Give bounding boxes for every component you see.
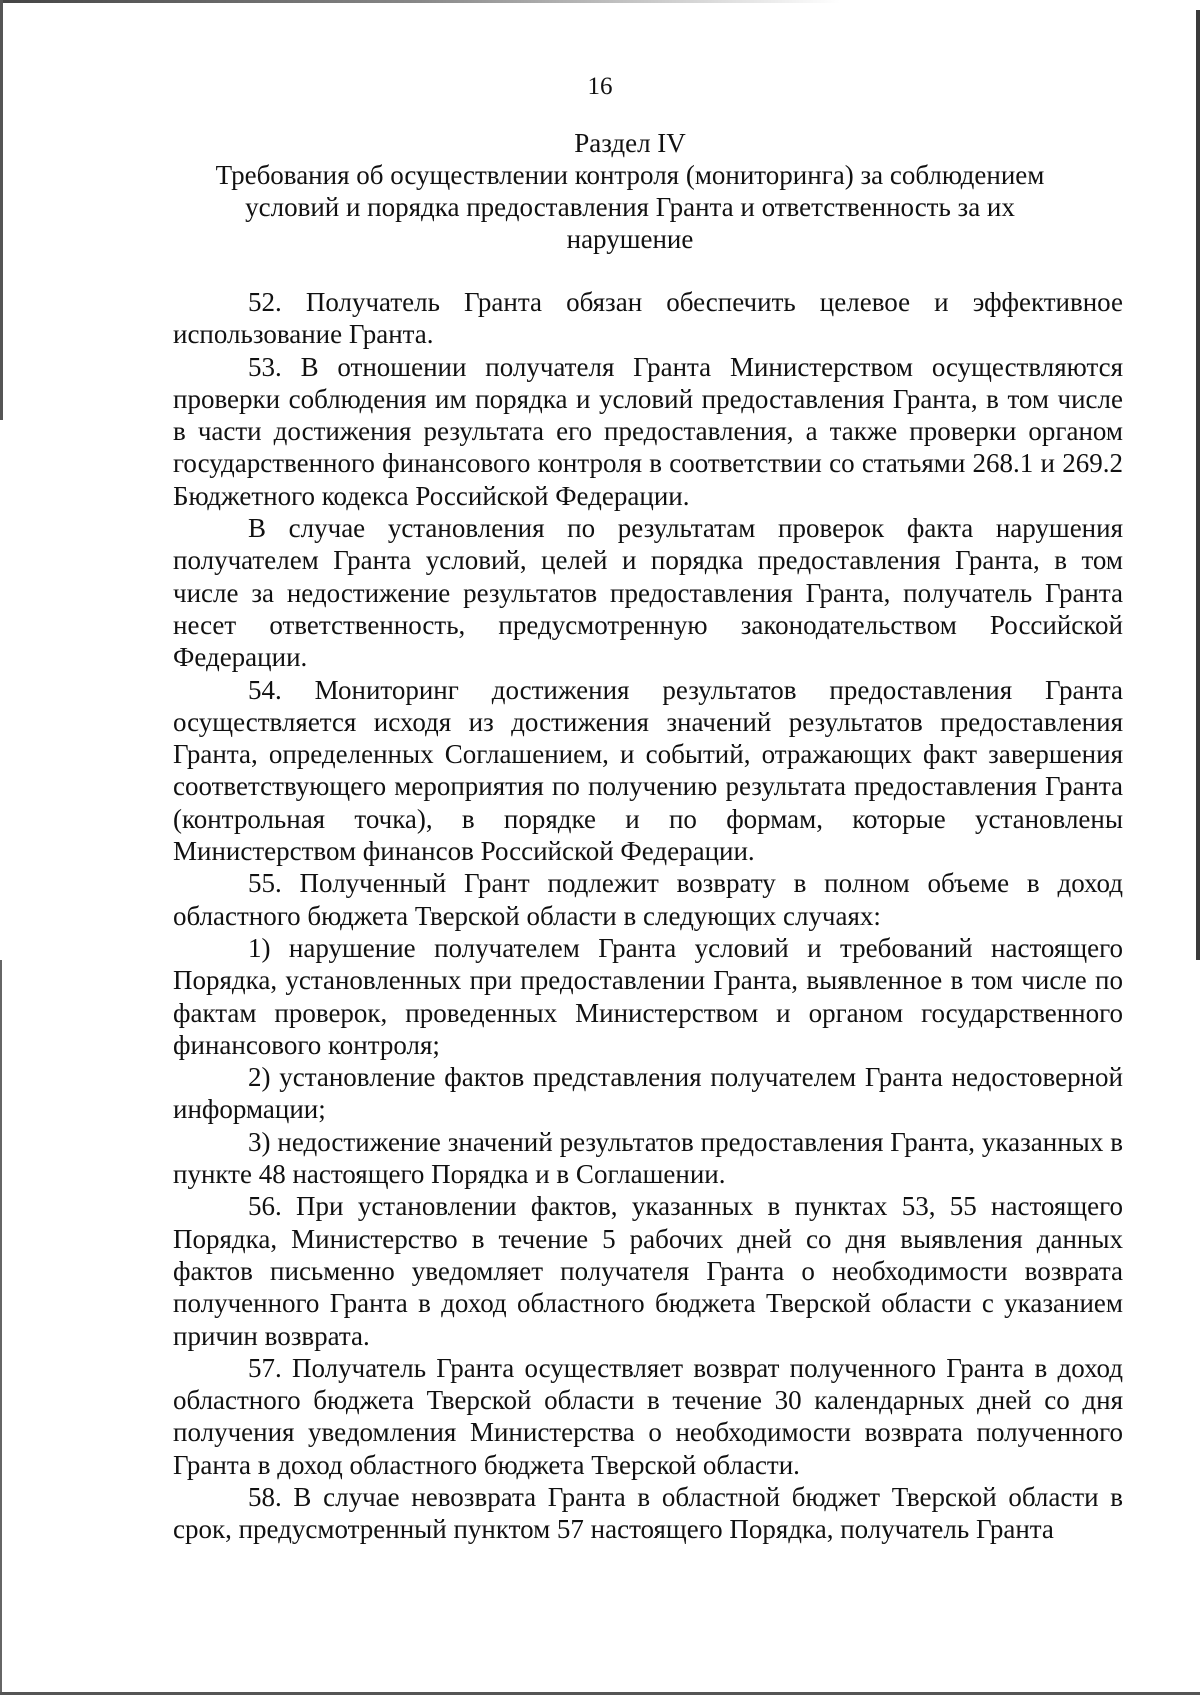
paragraph-58: 58. В случае невозврата Гранта в областной бюджет Тверской области в срок, предусмотренный пунктом 57 настоящего Порядка, получатель Гранта	[173, 1481, 1123, 1545]
paragraph-57: 57. Получатель Гранта осуществляет возврат полученного Гранта в доход областного бюджета Тверской области в течение 30 календарных дней со дня получения уведомления Министерства о необходимости возврата полученного Гранта в доход областного бюджета Тверской области.	[173, 1352, 1123, 1480]
paragraph-55-item-1: 1) нарушение получателем Гранта условий и требований настоящего Порядка, установленных при предоставлении Гранта, выявленное в том числе по фактам проверок, проведенных Министерством и органом государственного финансового контроля;	[173, 932, 1123, 1060]
section-title: Раздел IV	[574, 128, 686, 158]
scan-edge-left-lower	[0, 960, 2, 1695]
paragraph-56: 56. При установлении фактов, указанных в пунктах 53, 55 настоящего Порядка, Министерство в течение 5 рабочих дней со дня выявления данных фактов письменно уведомляет получателя Гранта о необходимости возврата полученного Гранта в доход областного бюджета Тверской области с указанием причин возврата.	[173, 1191, 1123, 1351]
paragraph-54: 54. Мониторинг достижения результатов предоставления Гранта осуществляется исходя из достижения значений результатов предоставления Гранта, определенных Соглашением, и событий, отражающих факт завершения соответствующего мероприятия по получению результата предоставления Гранта (контрольная точка), в порядке и по формам, которые установлены Министерством финансов Российской Федерации.	[173, 674, 1123, 867]
page-number: 16	[587, 73, 613, 100]
paragraph-55: 55. Полученный Грант подлежит возврату в полном объеме в доход областного бюджета Тверской области в следующих случаях:	[173, 868, 1123, 931]
section-subtitle: Требования об осуществлении контроля (мониторинга) за соблюдением условий и порядка предоставления Гранта и ответственность за их нарушение	[215, 160, 1045, 254]
scan-edge-right	[1196, 10, 1200, 960]
paragraph-55-item-2: 2) установление фактов представления получателем Гранта недостоверной информации;	[173, 1062, 1123, 1125]
scan-edge-top	[0, 0, 1200, 3]
paragraph-53: 53. В отношении получателя Гранта Министерством осуществляются проверки соблюдения им порядка и условий предоставления Гранта, в том числе в части достижения результата его предоставления, а также проверки органом государственного финансового контроля в соответствии со статьями 268.1 и 269.2 Бюджетного кодекса Российской Федерации.	[173, 351, 1123, 511]
section-heading	[190, 127, 1070, 255]
paragraph-52: 52. Получатель Гранта обязан обеспечить целевое и эффективное использование Гранта.	[173, 287, 1123, 350]
body-text	[173, 286, 1123, 1546]
paragraph-53-liability: В случае установления по результатам проверок факта нарушения получателем Гранта условий, целей и порядка предоставления Гранта, в том числе за недостижение результатов предоставления Гранта, получатель Гранта несет ответственность, предусмотренную законодательством Российской Федерации.	[173, 513, 1123, 673]
scan-edge-left	[0, 0, 3, 420]
paragraph-55-item-3: 3) недостижение значений результатов предоставления Гранта, указанных в пункте 48 настоящего Порядка и в Соглашении.	[173, 1126, 1123, 1190]
